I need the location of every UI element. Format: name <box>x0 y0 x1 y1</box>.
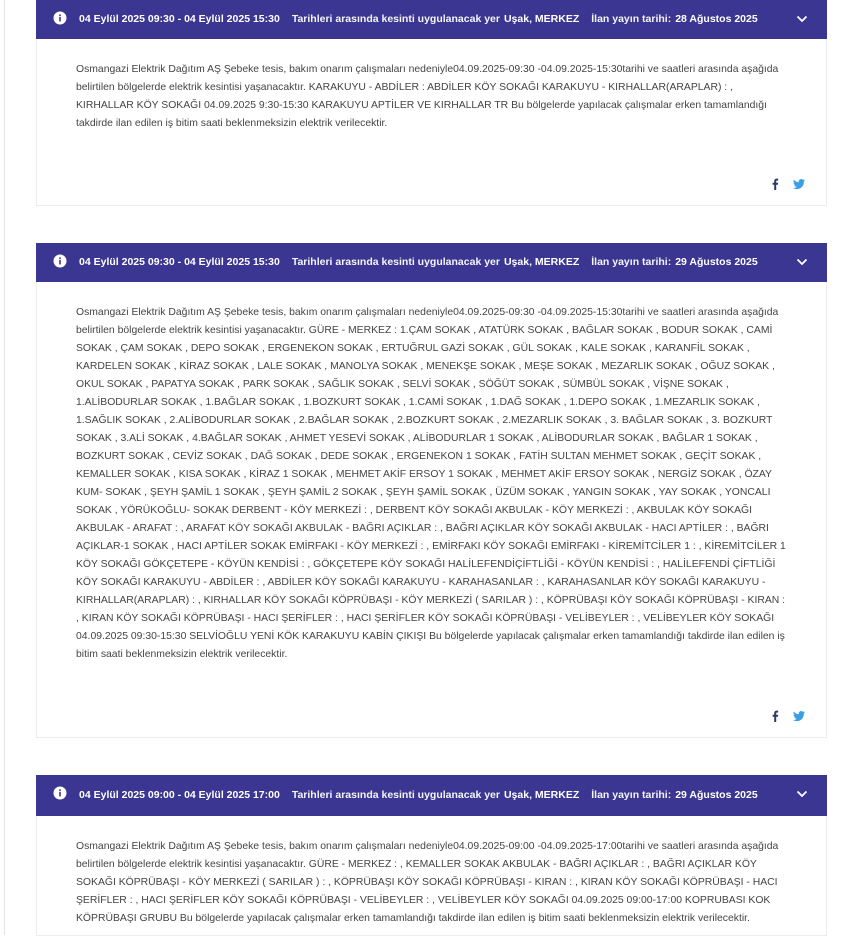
outage-location-label: Tarihleri arasında kesinti uygulanacak yer <box>291 789 500 801</box>
share-buttons <box>768 709 806 723</box>
chevron-down-icon[interactable] <box>795 12 809 26</box>
outage-description: Osmangazi Elektrik Dağıtım AŞ Şebeke tesis, bakım onarım çalışmaları nedeniyle04.09.2025-09:00 -04.09.2025-17:00tarihi ve saatleri arasında aşağıda belirtilen bölgelerde elektrik kesintisi yaşanacaktır. GÜRE - MERKEZ : , KEMALLER SOKAK AKBULAK - BAĞRI AÇIKLAR : , BAĞRI AÇIKLAR KÖY SOKAĞI KÖPRÜBAŞI - KÖY MERKEZİ ( SARILAR ) : , KÖPRÜBAŞI KÖY SOKAĞI KÖPRÜBAŞI - KIRAN : , KIRAN KÖY SOKAĞI KÖPRÜBAŞI - HACI ŞERİFLER : , HACI ŞERİFLER KÖY SOKAĞI KÖPRÜBAŞI - VELİBEYLER : , VELİBEYLER KÖY SOKAĞI 04.09.2025 09:00-17:00 KOPRUBASI KOK KÖPRÜBAŞI GRUBU Bu bölgelerde yapılacak çalışmalar erken tamamlandığı takdirde ilan edilen iş bitim saati beklenmeksizin elektrik verilecektir. <box>76 841 779 924</box>
outage-description: Osmangazi Elektrik Dağıtım AŞ Şebeke tesis, bakım onarım çalışmaları nedeniyle04.09.2025-09:30 -04.09.2025-15:30tarihi ve saatleri arasında aşağıda belirtilen bölgelerde elektrik kesintisi yaşanacaktır. KARAKUYU - ABDİLER : ABDİLER KÖY SOKAĞI KARAKUYU - KIRHALLAR(ARAPLAR) : , KIRHALLAR KÖY SOKAĞI 04.09.2025 9:30-15:30 KARAKUYU APTİLER VE KIRHALLAR TR Bu bölgelerde yapılacak çalışmalar erken tamamlandığı takdirde ilan edilen iş bitim saati beklenmeksizin elektrik verilecektir. <box>76 64 779 129</box>
twitter-icon[interactable] <box>792 177 806 191</box>
outage-card <box>36 243 827 738</box>
outage-dates: 04 Eylül 2025 09:30 - 04 Eylül 2025 15:30 <box>79 256 280 268</box>
facebook-icon[interactable] <box>768 177 782 191</box>
publish-date: 29 Ağustos 2025 <box>675 789 758 801</box>
outage-location: Uşak, MERKEZ <box>503 256 580 268</box>
outage-card-body <box>36 39 827 206</box>
outage-card-header[interactable] <box>36 775 827 816</box>
outage-location-label: Tarihleri arasında kesinti uygulanacak yer <box>291 256 500 268</box>
outage-card <box>36 775 827 936</box>
publish-date-label: İlan yayın tarihi: <box>591 256 672 268</box>
outage-card-body <box>36 816 827 936</box>
outage-location: Uşak, MERKEZ <box>503 789 580 801</box>
chevron-down-icon[interactable] <box>795 787 809 801</box>
outage-dates: 04 Eylül 2025 09:00 - 04 Eylül 2025 17:00 <box>79 789 280 801</box>
publish-date: 28 Ağustos 2025 <box>675 13 758 25</box>
facebook-icon[interactable] <box>768 709 782 723</box>
outage-description: Osmangazi Elektrik Dağıtım AŞ Şebeke tesis, bakım onarım çalışmaları nedeniyle04.09.2025-09:30 -04.09.2025-15:30tarihi ve saatleri arasında aşağıda belirtilen bölgelerde elektrik kesintisi yaşanacaktır. GÜRE - MERKEZ : 1.ÇAM SOKAK , ATATÜRK SOKAK , BAĞLAR SOKAK , BODUR SOKAK , CAMİ SOKAK , ÇAM SOKAK , DEPO SOKAK , ERGENEKON SOKAK , ERTUĞRUL GAZİ SOKAK , GÜL SOKAK , KALE SOKAK , KARANFİL SOKAK , KARDELEN SOKAK , KİRAZ SOKAK , LALE SOKAK , MANOLYA SOKAK , MENEKŞE SOKAK , MEŞE SOKAK , MEZARLIK SOKAK , OĞUZ SOKAK , OKUL SOKAK , PAPATYA SOKAK , PARK SOKAK , SAĞLIK SOKAK , SELVİ SOKAK , SÖĞÜT SOKAK , SÜMBÜL SOKAK , VİŞNE SOKAK , 1.ALİBODURLAR SOKAK , 1.BAĞLAR SOKAK , 1.BOZKURT SOKAK , 1.CAMİ SOKAK , 1.DAĞ SOKAK , 1.DEPO SOKAK , 1.MEZARLIK SOKAK , 1.SAĞLIK SOKAK , 2.ALİBODURLAR SOKAK , 2.BAĞLAR SOKAK , 2.BOZKURT SOKAK , 2.MEZARLIK SOKAK , 3. BAĞLAR SOKAK , 3. BOZKURT SOKAK , 3.ALİ SOKAK , 4.BAĞLAR SOKAK , AHMET YESEVİ SOKAK , ALİBODURLAR 1 SOKAK , ALİBODURLAR SOKAK , BAĞLAR 1 SOKAK , BOZKURT SOKAK , CEVİZ SOKAK , DAĞ SOKAK , DEDE SOKAK , ERGENEKON 1 SOKAK , FATİH SULTAN MEHMET SOKAK , GEÇİT SOKAK , KEMALLER SOKAK , KISA SOKAK , KİRAZ 1 SOKAK , MEHMET AKİF ERSOY 1 SOKAK , MEHMET AKİF ERSOY SOKAK , NERGİZ SOKAK , ÖZAY KUM- SOKAK , ŞEYH ŞAMİL 1 SOKAK , ŞEYH ŞAMİL 2 SOKAK , ŞEYH ŞAMİL SOKAK , ÜZÜM SOKAK , YANGIN SOKAK , YAY SOKAK , YONCALI SOKAK , YÖRÜKOĞLU- SOKAK DERBENT - KÖY MERKEZİ : , DERBENT KÖY SOKAĞI AKBULAK - KÖY MERKEZİ : , AKBULAK KÖY SOKAĞI AKBULAK - ARAFAT : , ARAFAT KÖY SOKAĞI AKBULAK - BAĞRI AÇIKLAR : , BAĞRI AÇIKLAR KÖY SOKAĞI AKBULAK - HACI APTİLER : , BAĞRI AÇIKLAR-1 SOKAK , HACI APTİLER SOKAK EMİRFAKI - KÖY MERKEZİ : , EMİRFAKI KÖY SOKAĞI EMİRFAKI - KİREMİTCİLER 1 : , KİREMİTCİLER 1 KÖY SOKAĞI GÖKÇETEPE - KÖYÜN KENDİSİ : , GÖKÇETEPE KÖY SOKAĞI HALİLEFENDİÇİFTLİĞİ - KÖYÜN KENDİSİ : , HALİLEFENDİ ÇİFTLİĞİ KÖY SOKAĞI KARAKUYU - ABDİLER : , ABDİLER KÖY SOKAĞI KARAKUYU - KARAHASANLAR : , KARAHASANLAR KÖY SOKAĞI KARAKUYU - KIRHALLAR(ARAPLAR) : , KIRHALLAR KÖY SOKAĞI KÖPRÜBAŞI - KÖY MERKEZİ ( SARILAR ) : , KÖPRÜBAŞI KÖY SOKAĞI KÖPRÜBAŞI - KIRAN : , KIRAN KÖY SOKAĞI KÖPRÜBAŞI - HACI ŞERİFLER : , HACI ŞERİFLER KÖY SOKAĞI KÖPRÜBAŞI - VELİBEYLER : , VELİBEYLER KÖY SOKAĞI 04.09.2025 09:30-15:30 SELVİOĞLU YENİ KÖK KARAKUYU KABİN ÇIKIŞI Bu bölgelerde yapılacak çalışmalar erken tamamlandığı takdirde ilan edilen iş bitim saati beklenmeksizin elektrik verilecektir. <box>76 307 786 660</box>
info-icon <box>53 786 67 800</box>
chevron-down-icon[interactable] <box>795 255 809 269</box>
twitter-icon[interactable] <box>792 709 806 723</box>
outage-dates: 04 Eylül 2025 09:30 - 04 Eylül 2025 15:30 <box>79 13 280 25</box>
page-left-border <box>4 0 5 935</box>
outage-location-label: Tarihleri arasında kesinti uygulanacak yer <box>291 13 500 25</box>
publish-date-label: İlan yayın tarihi: <box>591 13 672 25</box>
outage-card-header[interactable] <box>36 0 827 39</box>
publish-date: 29 Ağustos 2025 <box>675 256 758 268</box>
outage-location: Uşak, MERKEZ <box>503 13 580 25</box>
outage-card <box>36 0 827 206</box>
publish-date-label: İlan yayın tarihi: <box>591 789 672 801</box>
outage-card-body <box>36 282 827 738</box>
share-buttons <box>768 177 806 191</box>
info-icon <box>53 11 67 25</box>
outage-card-header[interactable] <box>36 243 827 282</box>
info-icon <box>53 254 67 268</box>
